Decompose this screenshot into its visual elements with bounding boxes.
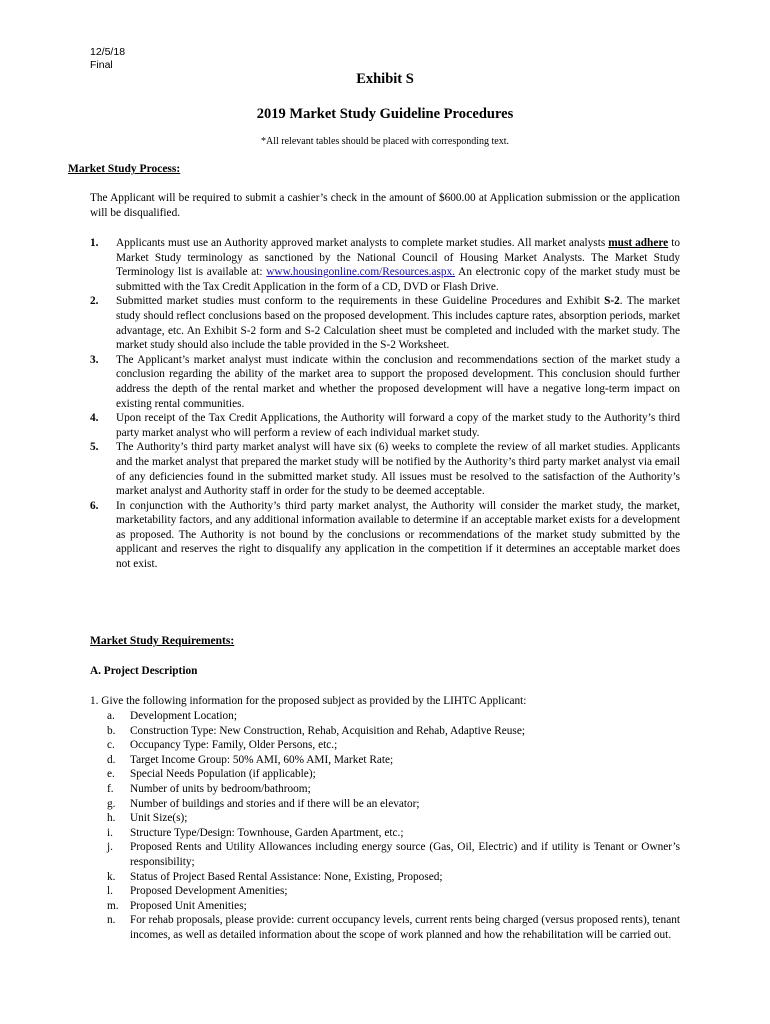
item-text (116, 236, 680, 294)
list-item (107, 913, 680, 942)
process-item-2 (90, 294, 680, 352)
resources-link[interactable]: www.housingonline.com/Resources.aspx. (266, 266, 456, 279)
list-item (107, 782, 680, 797)
item-text-part: Submitted market studies must conform to the requirements in these Guideline Procedures and Exhibit (116, 295, 605, 308)
process-item-4 (90, 411, 680, 440)
list-item (107, 797, 680, 812)
list-item (107, 840, 680, 869)
process-item-1 (90, 236, 680, 294)
item-text: Proposed Rents and Utility Allowances including energy source (Gas, Oil, Electric) and if utility is Tenant or Owner’s responsibility; (130, 841, 680, 868)
item-letter: d. (107, 753, 116, 766)
item-letter: j. (107, 841, 113, 854)
item-letter: n. (107, 914, 116, 927)
tables-note: *All relevant tables should be placed with corresponding text. (261, 136, 509, 147)
item-number: 1. (90, 237, 99, 249)
item-text: The Authority’s third party market analyst will have six (6) weeks to complete the review of all market studies. Applicants and the market analyst that prepared the market study will be notified by the Authority’s third party market analyst via email of any deficiencies found in the submitted market study. All issues must be resolved to the satisfaction of the Authority’s market analyst and Authority staff in order for the study to be deemed acceptable. (116, 441, 680, 498)
process-item-5 (90, 440, 680, 498)
list-item (107, 753, 680, 768)
item-text: Structure Type/Design: Townhouse, Garden Apartment, etc.; (130, 826, 404, 839)
item-text: Number of units by bedroom/bathroom; (130, 782, 311, 795)
item-number: 2. (90, 295, 99, 308)
process-item-3 (90, 353, 680, 411)
item-letter: b. (107, 724, 116, 737)
item-text: Status of Project Based Rental Assistance: None, Existing, Proposed; (130, 870, 443, 883)
item-number: 4. (90, 412, 99, 425)
page-title: 2019 Market Study Guideline Procedures (256, 106, 514, 122)
market-study-process-heading: Market Study Process: (68, 163, 181, 175)
market-study-requirements-heading: Market Study Requirements: (90, 635, 235, 647)
item-number: 6. (90, 499, 99, 512)
requirement-item-1: 1. Give the following information for the proposed subject as provided by the LIHTC Applicant: (90, 695, 527, 707)
list-item (107, 724, 680, 739)
project-info-list (107, 709, 680, 943)
item-number: 3. (90, 353, 99, 366)
list-item (107, 738, 680, 753)
item-text: Number of buildings and stories and if there will be an elevator; (130, 797, 420, 810)
item-letter: l. (107, 885, 113, 898)
list-item (107, 884, 680, 899)
exhibit-s2-ref: S-2 (604, 295, 620, 308)
list-item (107, 899, 680, 914)
item-letter: m. (107, 899, 119, 912)
item-letter: e. (107, 768, 115, 781)
item-number: 5. (90, 441, 99, 454)
item-text: In conjunction with the Authority’s third party market analyst, the Authority will consider the market study, the market, marketability factors, and any additional information available to determine if an acceptable market exists for a development as proposed. The Authority is not bound by the conclusions or recommendations of the market study submitted by the applicant and reserves the right to disqualify any application in the competition if it determines an acceptable market does not exist. (116, 499, 680, 571)
item-text-part: Applicants must use an Authority approved market analysts to complete market studies. All market analysts (116, 237, 609, 249)
item-text: Development Location; (130, 710, 237, 722)
item-text: Special Needs Population (if applicable); (130, 768, 316, 781)
header-meta (90, 46, 125, 72)
item-letter: h. (107, 812, 116, 825)
header-date: 12/5/18 (90, 46, 126, 58)
item-letter: i. (107, 826, 113, 839)
item-text-part: to Market Study terminology as sanctioned by the National Council of Housing Market Analysts. The Market Study Terminology list is available at: (116, 237, 680, 279)
item-text: Proposed Development Amenities; (130, 885, 288, 898)
list-item (107, 870, 680, 885)
list-item (107, 811, 680, 826)
exhibit-title: Exhibit S (356, 71, 414, 87)
item-text: Unit Size(s); (130, 812, 188, 825)
item-letter: k. (107, 870, 116, 883)
item-text: For rehab proposals, please provide: current occupancy levels, current rents being charged (versus proposed rents), tenant incomes, as well as detailed information about the scope of work planned and how the rehabilitation will be carried out. (130, 914, 680, 941)
item-text-part: . The market study should reflect conclusions based on the proposed development. This includes capture rates, absorption periods, market advantage, etc. An Exhibit S-2 form and S-2 Calculation sheet must be completed and included with the market study. The market study should also include the table provided in the S-2 Worksheet. (116, 295, 680, 352)
must-adhere-emphasis: must adhere (608, 237, 669, 249)
item-text: Target Income Group: 50% AMI, 60% AMI, Market Rate; (130, 753, 394, 766)
item-text: The Applicant’s market analyst must indicate within the conclusion and recommendations section of the market study a conclusion regarding the ability of the market area to support the proposed development. This conclusion should further address the depth of the rental market and whether the proposed development will have a negative long-term impact on existing rental communities. (116, 353, 680, 410)
process-intro: The Applicant will be required to submit a cashier’s check in the amount of $600.00 at Application submission or the application will be disqualified. (90, 192, 680, 219)
item-text: Construction Type: New Construction, Rehab, Acquisition and Rehab, Adaptive Reuse; (130, 724, 525, 737)
list-item (107, 767, 680, 782)
process-item-6 (90, 499, 680, 572)
item-text (116, 294, 680, 352)
project-description-heading: A. Project Description (90, 665, 198, 677)
item-letter: c. (107, 739, 115, 752)
item-letter: a. (107, 710, 115, 722)
item-text-part: An electronic copy of the market study must be submitted with the Tax Credit Application in the form of a CD, DVD or Flash Drive. (116, 266, 680, 293)
header-status: Final (90, 59, 113, 71)
item-letter: f. (107, 782, 114, 795)
item-text: Occupancy Type: Family, Older Persons, etc.; (130, 739, 338, 752)
list-item (107, 709, 680, 724)
process-list (90, 236, 680, 572)
list-item (107, 826, 680, 841)
item-text: Upon receipt of the Tax Credit Applications, the Authority will forward a copy of the market study to the Authority’s third party market analyst who will perform a review of each individual market study. (116, 412, 680, 439)
item-text: Proposed Unit Amenities; (130, 899, 247, 912)
item-letter: g. (107, 797, 116, 810)
